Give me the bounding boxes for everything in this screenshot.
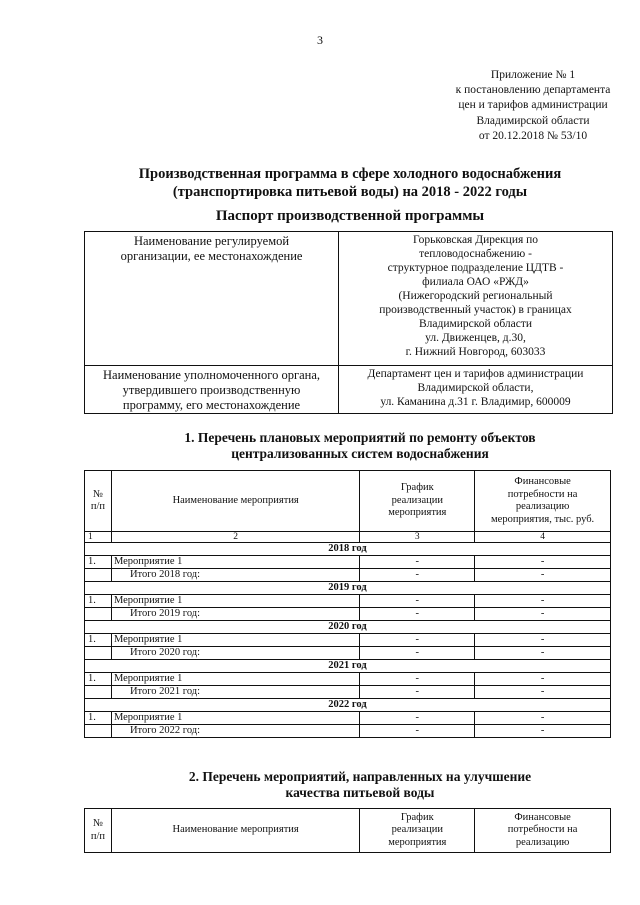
row-name: Мероприятие 1 [111,595,359,608]
appendix-block [438,68,628,144]
value-line: филиала ОАО «РЖД» [422,276,529,288]
table-header-row [85,809,611,853]
row-schedule: - [360,595,475,608]
header-line: п/п [90,501,106,512]
row-num: 1. [85,712,112,725]
table-header-row [85,471,611,532]
row-num [85,686,112,699]
header-name: Наименование мероприятия [111,809,359,853]
table-row [85,595,611,608]
year-label: 2020 год [85,621,611,634]
column-number-row [85,532,611,543]
header-line: потребности на [507,488,578,500]
year-row [85,582,611,595]
row-name: Итого 2020 год: [111,647,359,660]
row-finance: - [475,686,611,699]
header-schedule [360,809,475,853]
label-line: программу, его местонахождение [122,398,301,412]
header-line: Финансовые [514,811,571,823]
total-row [85,686,611,699]
label-line: Наименование регулируемой [133,234,290,248]
row-schedule: - [360,569,475,582]
year-row [85,543,611,556]
row-finance: - [475,634,611,647]
row-schedule: - [360,608,475,621]
header-line: реализации [391,494,443,506]
table-row [85,634,611,647]
row-num [85,569,112,582]
row-num: 1. [85,595,112,608]
row-schedule: - [360,725,475,738]
appendix-line: к постановлению департамента [455,84,611,97]
row-name: Мероприятие 1 [111,712,359,725]
passport-table [84,231,613,414]
header-line: № [92,818,103,829]
header-line: мероприятия [388,836,447,848]
passport-row-authority [85,366,613,414]
col-number: 2 [111,532,359,543]
row-num [85,647,112,660]
row-num: 1. [85,556,112,569]
header-line: реализацию [515,501,570,512]
row-schedule: - [360,686,475,699]
header-finance [475,809,611,853]
value-line: ул. Движенцев, д.30, [425,332,526,344]
total-row [85,569,611,582]
header-num [85,809,112,853]
total-row [85,608,611,621]
row-schedule: - [360,634,475,647]
water-quality-table [84,808,611,853]
year-label: 2022 год [85,699,611,712]
passport-label [85,232,339,366]
document-title [110,165,590,201]
appendix-line: цен и тарифов администрации [458,99,608,112]
passport-label [85,366,339,414]
header-line: реализацию [515,836,570,848]
value-line: г. Нижний Новгород, 603033 [405,346,546,358]
passport-title: Паспорт производственной программы [215,208,485,224]
appendix-line: Приложение № 1 [490,69,576,81]
title-line: (транспортировка питьевой воды) на 2018 - 2022 годы [172,184,528,200]
table-row [85,712,611,725]
row-name: Мероприятие 1 [111,673,359,686]
heading-line: 2. Перечень мероприятий, направленных на улучшение [188,769,532,784]
value-line: (Нижегородский региональный [398,290,553,302]
row-schedule: - [360,556,475,569]
page-number: 3 [317,33,323,47]
year-label: 2019 год [85,582,611,595]
year-label: 2018 год [85,543,611,556]
header-line: реализации [391,824,443,836]
year-row [85,660,611,673]
row-finance: - [475,673,611,686]
heading-line: качества питьевой воды [285,785,435,800]
col-number: 1 [85,532,112,543]
year-label: 2021 год [85,660,611,673]
row-finance: - [475,556,611,569]
col-number: 4 [475,532,611,543]
passport-value [339,232,613,366]
table-row [85,673,611,686]
row-schedule: - [360,673,475,686]
total-row [85,647,611,660]
row-schedule: - [360,647,475,660]
value-line: Владимирской области [418,318,533,330]
row-name: Итого 2022 год: [111,725,359,738]
row-num: 1. [85,634,112,647]
header-line: № [92,488,103,500]
header-name: Наименование мероприятия [111,471,359,532]
header-line: График [400,482,434,494]
section1-heading [110,430,610,462]
section2-heading [110,769,610,801]
value-line: Горьковская Дирекция по [412,234,539,246]
row-finance: - [475,608,611,621]
table-row [85,556,611,569]
row-finance: - [475,712,611,725]
heading-line: централизованных систем водоснабжения [231,446,489,461]
label-line: организации, ее местонахождение [120,249,303,263]
year-row [85,621,611,634]
header-line: потребности на [507,824,578,836]
appendix-line: от 20.12.2018 № 53/10 [478,129,588,142]
row-num [85,725,112,738]
row-schedule: - [360,712,475,725]
header-line: График [400,811,434,823]
passport-value [339,366,613,414]
total-row [85,725,611,738]
value-line: ул. Каманина д.31 г. Владимир, 600009 [380,396,571,408]
row-finance: - [475,647,611,660]
value-line: производственный участок) в границах [379,304,572,316]
header-finance [475,471,611,532]
header-line: п/п [90,830,106,842]
header-line: мероприятия [388,507,447,519]
col-number: 3 [360,532,475,543]
year-row [85,699,611,712]
row-num [85,608,112,621]
header-line: мероприятия, тыс. руб. [491,513,595,525]
row-finance: - [475,595,611,608]
repair-activities-table [84,470,611,738]
header-schedule [360,471,475,532]
row-name: Мероприятие 1 [111,634,359,647]
appendix-line: Владимирской области [476,114,590,127]
row-finance: - [475,725,611,738]
header-line: Финансовые [514,476,571,487]
row-name: Итого 2019 год: [111,608,359,621]
label-line: Наименование уполномоченного органа, [103,368,320,382]
value-line: Владимирской области, [417,382,534,394]
row-name: Итого 2018 год: [111,569,359,582]
value-line: Департамент цен и тарифов администрации [367,368,584,380]
value-line: структурное подразделение ЦДТВ - [387,262,564,274]
label-line: утвердившего производственную [122,383,301,397]
title-line: Производственная программа в сфере холодного водоснабжения [138,166,562,182]
header-num [85,471,112,532]
passport-row-organization [85,232,613,366]
row-num: 1. [85,673,112,686]
heading-line: 1. Перечень плановых мероприятий по ремонту объектов [184,430,536,445]
row-name: Мероприятие 1 [111,556,359,569]
row-finance: - [475,569,611,582]
row-name: Итого 2021 год: [111,686,359,699]
value-line: тепловодоснабжению - [419,248,532,260]
